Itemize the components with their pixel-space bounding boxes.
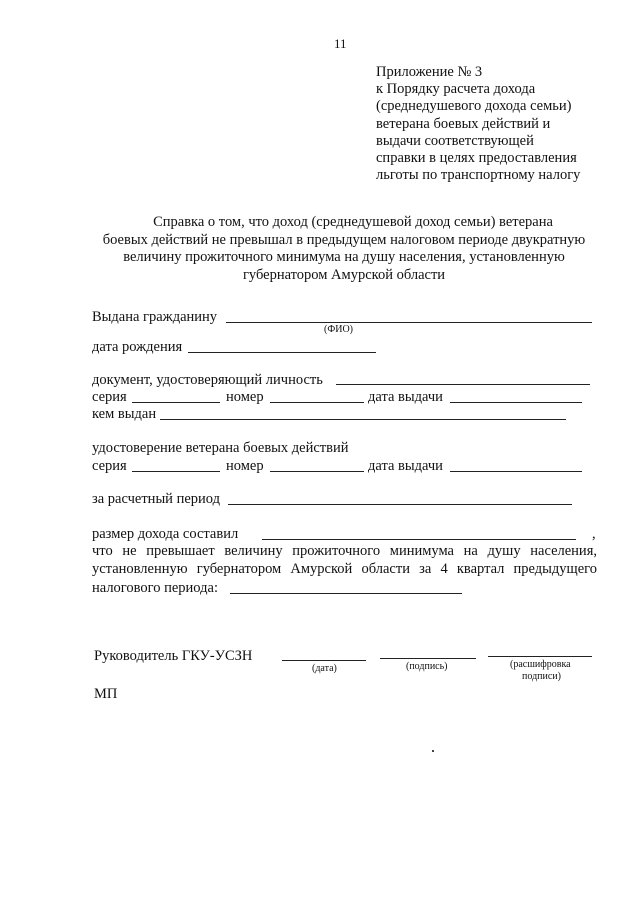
veteran-number-field[interactable]: [270, 471, 364, 472]
series-label: серия: [92, 389, 127, 405]
issued-by-label: кем выдан: [92, 406, 157, 422]
document-title: [84, 214, 604, 284]
birth-date-label: дата рождения: [92, 339, 183, 355]
scan-speck: [432, 750, 434, 752]
veteran-certificate-label: удостоверение ветерана боевых действий: [92, 440, 349, 456]
appendix-line: к Порядку расчета дохода: [376, 81, 536, 98]
signature-field[interactable]: [380, 658, 476, 659]
id-document-field[interactable]: [336, 384, 590, 385]
veteran-series-label: серия: [92, 458, 127, 474]
veteran-issue-date-label: дата выдачи: [368, 458, 443, 474]
appendix-line: выдачи соответствующей: [376, 132, 534, 149]
issue-date-label: дата выдачи: [368, 389, 443, 405]
appendix-line: ветерана боевых действий и: [376, 115, 551, 132]
date-hint: (дата): [312, 663, 337, 674]
issue-date-field[interactable]: [450, 402, 582, 403]
veteran-issue-date-field[interactable]: [450, 471, 582, 472]
title-line: губернатором Амурской области: [242, 266, 446, 283]
series-field[interactable]: [132, 402, 220, 403]
appendix-line: Приложение № 3: [376, 64, 483, 80]
income-amount-label: размер дохода составил: [92, 526, 239, 542]
appendix-line: (среднедушевого дохода семьи): [376, 98, 572, 115]
minimum-amount-field[interactable]: [230, 593, 462, 594]
signature-decode-hint: подписи): [522, 671, 561, 682]
veteran-number-label: номер: [226, 458, 264, 474]
head-label: Руководитель ГКУ-УСЗН: [94, 648, 253, 664]
appendix-line: льготы по транспортному налогу: [376, 167, 581, 184]
statement-line: установленную губернатором Амурской области за 4 квартал предыдущего: [92, 561, 597, 577]
fio-field[interactable]: [226, 322, 592, 323]
fio-hint: (ФИО): [324, 324, 354, 335]
appendix-header: [376, 64, 616, 184]
income-amount-field[interactable]: [262, 539, 576, 540]
period-label: за расчетный период: [92, 491, 220, 507]
number-label: номер: [226, 389, 264, 405]
signature-decode-hint: (расшифровка: [510, 659, 571, 670]
income-comma: ,: [592, 526, 596, 542]
title-line: величину прожиточного минимума на душу населения, установленную: [123, 249, 565, 265]
period-field[interactable]: [228, 504, 572, 505]
title-line: Справка о том, что доход (среднедушевой доход семьи) ветерана: [153, 214, 553, 230]
veteran-series-field[interactable]: [132, 471, 220, 472]
signature-hint: (подпись): [406, 661, 448, 672]
sign-date-field[interactable]: [282, 660, 366, 661]
title-line: боевых действий не превышал в предыдущем налоговом периоде двукратную: [102, 231, 586, 248]
statement-line: что не превышает величину прожиточного минимума на душу населения,: [92, 543, 597, 559]
number-field[interactable]: [270, 402, 364, 403]
signature-decode-field[interactable]: [488, 656, 592, 657]
stamp-label: МП: [94, 686, 118, 702]
appendix-line: справки в целях предоставления: [376, 150, 577, 167]
statement-line-last: налогового периода:: [92, 580, 218, 596]
page-number: 11: [334, 36, 347, 51]
issued-to-label: Выдана гражданину: [92, 309, 218, 325]
birth-date-field[interactable]: [188, 352, 376, 353]
issued-by-field[interactable]: [160, 419, 566, 420]
id-document-label: документ, удостоверяющий личность: [92, 372, 323, 388]
